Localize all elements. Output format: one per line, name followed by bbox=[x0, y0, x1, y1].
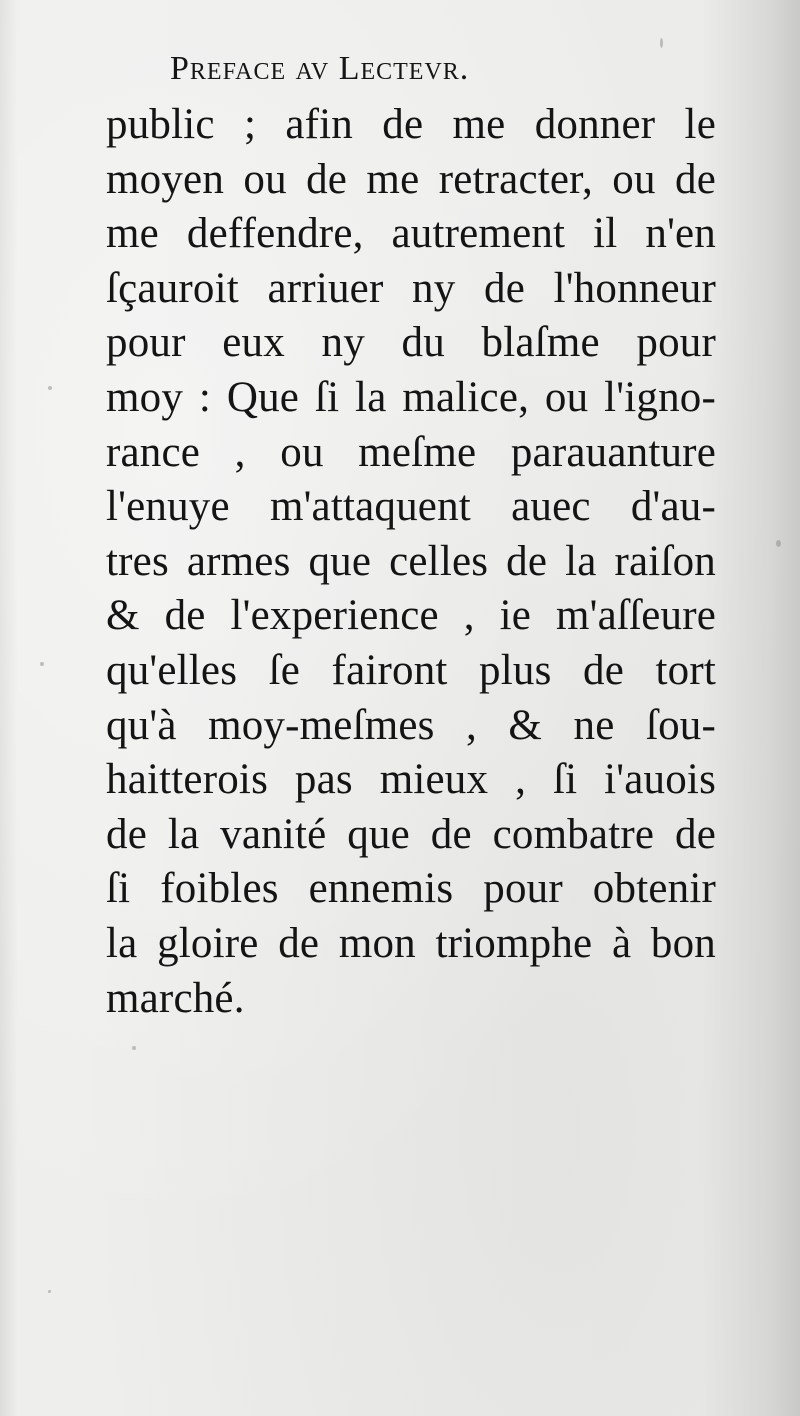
text-line: qu'elles ſe fairont plus de tort bbox=[106, 646, 716, 694]
text-line: haitterois pas mieux , ſi i'auois bbox=[106, 756, 716, 804]
text-line: moyen ou de me retracter, ou de bbox=[106, 155, 716, 203]
text-line: ſi foibles ennemis pour obtenir bbox=[106, 865, 716, 913]
text-line: me deffendre, autrement il n'en bbox=[106, 210, 716, 258]
text-line: la gloire de mon triomphe à bon bbox=[106, 919, 716, 967]
text-line: tres armes que celles de la raiſon bbox=[106, 537, 716, 585]
body-text bbox=[106, 98, 716, 1026]
text-line: ſçauroit arriuer ny de l'honneur bbox=[106, 264, 716, 312]
text-line: public ; afin de me donner le bbox=[106, 101, 716, 148]
text-line: pour eux ny du blaſme pour bbox=[106, 319, 716, 367]
running-head: Preface av Lectevr. bbox=[170, 50, 470, 87]
text-line: de la vanité que de combatre de bbox=[106, 810, 716, 858]
text-line: l'enuye m'attaquent auec d'au- bbox=[106, 483, 716, 531]
paper-speck bbox=[48, 1290, 51, 1293]
text-line: marché. bbox=[106, 974, 245, 1022]
paper-speck bbox=[40, 662, 44, 666]
text-line: qu'à moy-meſmes , & ne ſou- bbox=[106, 701, 716, 749]
text-line: moy : Que ſi la malice, ou l'igno- bbox=[106, 373, 716, 421]
paper-speck bbox=[776, 540, 781, 547]
text-line: & de l'experience , ie m'aſſeure bbox=[106, 592, 716, 640]
paper-speck bbox=[48, 386, 52, 390]
paper-speck bbox=[660, 38, 663, 48]
text-line: rance , ou meſme parauanture bbox=[106, 428, 716, 476]
paper-speck bbox=[132, 1046, 136, 1050]
